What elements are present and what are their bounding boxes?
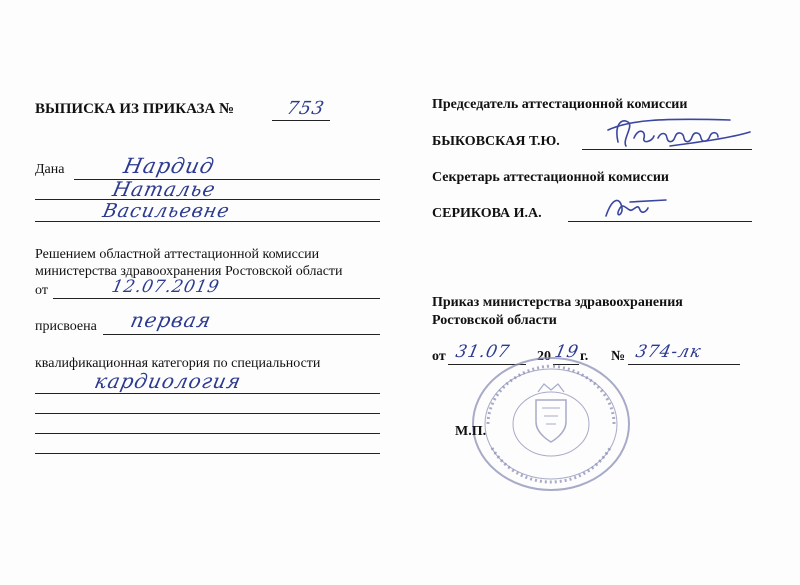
blank-line-1 — [35, 413, 380, 414]
order-number-line — [272, 120, 330, 121]
order-day-handwritten: 31.07 — [453, 342, 512, 362]
assigned-label: присвоена — [35, 319, 97, 334]
decision-text-2: министерства здравоохранения Ростовской области — [35, 264, 343, 279]
specialty-handwritten: кардиология — [92, 369, 244, 393]
decision-date-line — [53, 298, 380, 299]
decision-date-handwritten: 12.07.2019 — [109, 277, 222, 297]
order-title-1: Приказ министерства здравоохранения — [432, 295, 683, 310]
blank-line-3 — [35, 453, 380, 454]
category-handwritten: первая — [128, 308, 214, 332]
order-number-handwritten: 753 — [284, 98, 327, 119]
seal-place-label: М.П. — [455, 424, 487, 439]
chair-name: БЫКОВСКАЯ Т.Ю. — [432, 134, 560, 149]
specialty-line — [35, 393, 380, 394]
order-number-line-right — [628, 364, 740, 365]
decision-from-label: от — [35, 283, 48, 298]
category-line — [103, 334, 380, 335]
secretary-signature — [600, 192, 680, 227]
order-number-handwritten-right: 374-лк — [633, 342, 704, 362]
issued-label: Дана — [35, 162, 65, 177]
chair-signature — [600, 112, 760, 157]
name-handwritten-2: Наталье — [110, 177, 219, 201]
name-handwritten-3: Васильевне — [100, 200, 233, 222]
name-handwritten-1: Нардид — [121, 154, 217, 178]
secretary-title: Секретарь аттестационной комиссии — [432, 170, 669, 185]
blank-line-2 — [35, 433, 380, 434]
order-from-label: от — [432, 349, 446, 364]
category-text: квалификационная категория по специальности — [35, 356, 321, 371]
order-year-handwritten: 19 — [552, 342, 581, 362]
decision-text-1: Решением областной аттестационной комиссии — [35, 247, 320, 262]
chair-title: Председатель аттестационной комиссии — [432, 97, 688, 112]
order-number-label: № — [611, 349, 626, 364]
order-title-2: Ростовской области — [432, 313, 557, 328]
order-year-unit: г. — [580, 349, 589, 364]
extract-title: ВЫПИСКА ИЗ ПРИКАЗА № — [35, 101, 235, 117]
official-seal — [466, 352, 636, 497]
secretary-name: СЕРИКОВА И.А. — [432, 206, 542, 221]
order-year-prefix: 20 — [537, 349, 551, 364]
